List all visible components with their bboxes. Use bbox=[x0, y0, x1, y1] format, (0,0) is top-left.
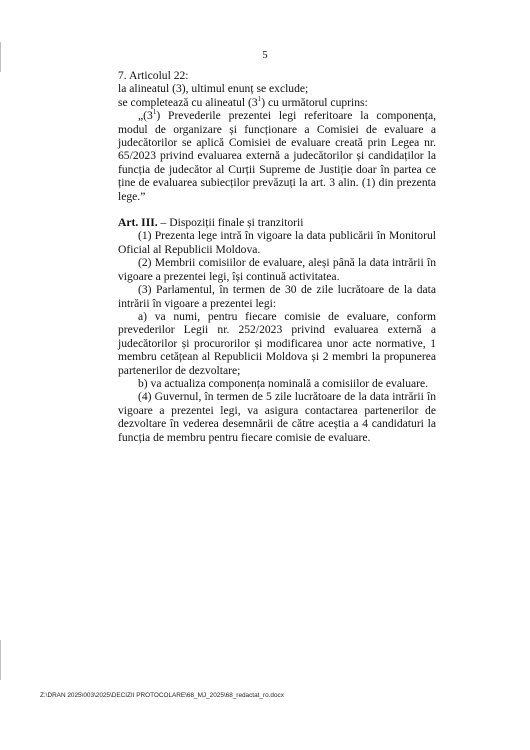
article-title: – Dispoziții finale și tranzitorii bbox=[157, 216, 304, 230]
text-span: „(3 bbox=[138, 109, 153, 123]
text-span: se completează cu alineatul (3 bbox=[118, 95, 258, 109]
paragraph: (4) Guvernul, în termen de 5 zile lucrătoare de la data intrării în vigoare a prezentei legi, va asigura contactarea partenerilor de dezvoltare în vederea desemnării de către aceștia a 4 candidaturi la funcția de membru pentru fiecare comisie de evaluare. bbox=[118, 390, 436, 444]
article-number: Art. III. bbox=[118, 216, 158, 230]
superscript: 1 bbox=[257, 94, 262, 103]
paragraph bbox=[118, 96, 436, 109]
document-body bbox=[118, 69, 436, 444]
paragraph: a) va numi, pentru fiecare comisie de evaluare, conform prevederilor Legii nr. 252/2023 privind evaluarea externă a judecătorilor și procurorilor și modificarea unor acte normative, 1 membru cetățean al Republicii Moldova și 2 membri la propunerea partenerilor de dezvoltare; bbox=[118, 309, 436, 377]
paragraph: la alineatul (3), ultimul enunț se exclude; bbox=[118, 82, 309, 96]
paragraph: (1) Prezenta lege intră în vigoare la data publicării în Monitorul Oficial al Republicii Moldova. bbox=[118, 229, 436, 256]
text-span: ) cu următorul cuprins: bbox=[261, 95, 368, 109]
paragraph: (3) Parlamentul, în termen de 30 de zile lucrătoare de la data intrării în vigoare a prezentei legi: bbox=[118, 283, 436, 310]
footer-file-path: Z:\DRAN 2025\003\2025\DECIZII PROTOCOLARE\68_MJ_2025\68_redactat_ro.docx bbox=[40, 692, 284, 699]
quoted-paragraph bbox=[118, 109, 436, 203]
superscript: 1 bbox=[152, 108, 157, 117]
paragraph: b) va actualiza componența nominală a comisiilor de evaluare. bbox=[138, 376, 429, 390]
paragraph: 7. Articolul 22: bbox=[118, 69, 189, 82]
text-span: ) Prevederile prezentei legi referitoare la componența, modul de organizare și funcționare a Comisiei de evaluare a judecătorilor se aplică Comisiei de evaluare creată prin Legea nr. 65/2023 privind evaluarea externă a judecătorilor și candidaților la funcția de judecător al Curții Supreme de Justiție doar în partea ce ține de evaluarea subiecților prevăzuți la art. 3 alin. (1) din prezenta lege.” bbox=[118, 109, 436, 203]
page-number: 5 bbox=[262, 50, 268, 61]
scan-edge-mark bbox=[0, 640, 1, 680]
article-heading bbox=[118, 216, 436, 229]
paragraph: (2) Membrii comisiilor de evaluare, aleși până la data intrării în vigoare a prezentei legi, își continuă activitatea. bbox=[118, 256, 436, 283]
